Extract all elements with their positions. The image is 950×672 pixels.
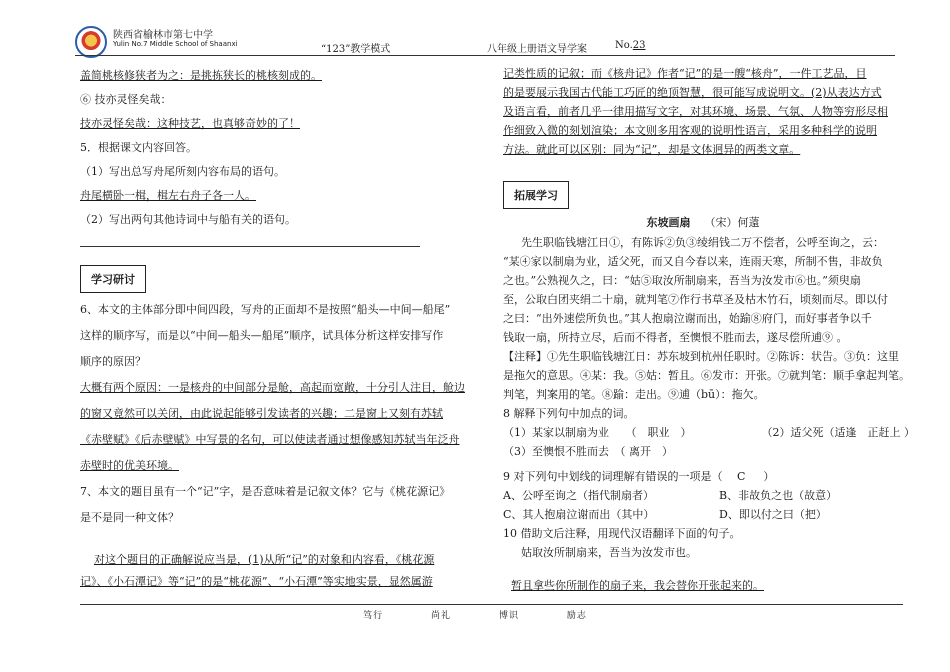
passage-title (503, 213, 903, 233)
answer-10: 暂且拿些你所制作的扇子来，我会替你开张起来的。 (511, 579, 764, 592)
passage-line-3: 之也。”公熟视久之，曰：“姑⑤取汝所制扇来，吾当为汝发市⑥也。”须臾扇 (503, 274, 861, 287)
question-8-3: （3）至懊恨不胜而去 （ 离开 ） (503, 445, 673, 458)
option-d: D、即以付之曰（把） (719, 508, 827, 521)
answer-7-a: 对这个题目的正确解说应当是，(1)从所“记”的对象和内容看，《桃花源 (94, 553, 435, 566)
question-9: 9 对下列句中划线的词理解有错误的一项是（ C ） (503, 470, 775, 483)
document-number (615, 40, 658, 51)
notes-line-2: 是拖欠的意思。④某：我。⑤姑：暂且。⑥发市：开张。⑦就判笔：顺手拿起判笔。 (503, 369, 910, 382)
answer-7-b: 记》、《小石潭记》等“记”的是“桃花源”、“小石潭”等实地实景，显然属游 (80, 575, 433, 588)
question-8-2: （2）适父死（适逢 正赶上 ） (761, 426, 915, 439)
question-10-sentence: 姑取汝所制扇来，吾当为汝发市也。 (521, 546, 697, 559)
question-7-a: 7、本文的题目虽有一个“记”字，是否意味着是记叙文体？它与《桃花源记》 (80, 485, 451, 498)
answer-7-e: 及语言看，前者几乎一律用描写文字，对其环境、场景、气氛、人物等穷形尽相 (503, 105, 888, 118)
header-divider (75, 55, 895, 56)
question-8-1: （1）某家以制扇为业 （ 职业 ） (503, 426, 692, 439)
answer-6-a: 大概有两个原因：一是核舟的中间部分是舱，高起而宽敞，十分引人注目，舱边 (80, 381, 465, 394)
passage-title-text: 东坡画扇 (646, 216, 691, 229)
question-9-row-2 (503, 505, 903, 524)
passage-line-5: 之曰：“出外速偿所负也。”其人抱扇泣谢而出，始踰⑧府门，而好事者争以千 (503, 312, 872, 325)
left-line-1: 盖简桃核修狭者为之：是挑拣狭长的桃核刻成的。 (80, 69, 322, 82)
grade-title: 八年级上册语文导学案 (487, 44, 587, 55)
answer-6-c: 《赤壁赋》《后赤壁赋》中写景的名句，可以使读者通过想像感知苏轼当年泛舟 (80, 433, 460, 446)
teaching-mode: “123”教学模式 (321, 44, 391, 55)
question-8: 8 解释下列句中加点的词。 (503, 407, 635, 420)
footer-divider (80, 604, 903, 605)
passage-line-4: 至，公取白团夹绢二十扇，就判笔⑦作行书草圣及枯木竹石，顷刻而尽。即以付 (503, 293, 888, 306)
passage-line-2: “某④家以制扇为业，适父死，而又自今春以来，连雨天寒，所制不售，非故负 (503, 255, 883, 268)
page-footer (0, 608, 950, 621)
answer-7-d: 的是要展示我国古代能工巧匠的绝顶智慧，很可能写成说明文。(2)从表达方式 (503, 86, 882, 99)
answer-5-1: 舟尾横卧一楫，楫左右舟子各一人。 (80, 189, 256, 202)
question-5-1: （1）写出总写舟尾所刻内容布局的语句。 (80, 165, 285, 178)
school-name-cn: 陕西省榆林市第七中学 (113, 30, 213, 41)
question-5: 5．根据课文内容回答。 (80, 141, 197, 154)
motto-2: 尚礼 (431, 611, 452, 621)
answer-7-g: 方法。就此可以区别：同为“记”，却是文体迥异的两类文章。 (503, 143, 801, 156)
answer-6-d: 赤壁时的优美环境。 (80, 459, 179, 472)
doc-no-value: 23 (632, 40, 646, 51)
school-logo-icon (75, 26, 107, 58)
notes-line-3: 判笔，判案用的笔。⑧踰：走出。⑨逋（bū）：拖欠。 (503, 388, 765, 401)
left-line-3: 技亦灵怪矣哉：这种技艺，也真够奇妙的了！ (80, 117, 300, 130)
section-extended-study: 拓展学习 (503, 181, 569, 209)
school-name-en: Yulin No.7 Middle School of Shaanxi (113, 40, 238, 48)
notes-line-1: 【注释】①先生职临钱塘江日：苏东坡到杭州任职时。②陈诉：状告。③负：这里 (503, 350, 899, 363)
option-c: C、其人抱扇泣谢而出（其中） (503, 508, 655, 521)
passage-line-6: 钱取一扇，所持立尽，后而不得者，至懊恨不胜而去，遂尽偿所逋⑨ 。 (503, 331, 848, 344)
question-6-a: 6、本文的主体部分即中间四段，写舟的正面却不是按照“船头—中间—船尾” (80, 303, 451, 316)
passage-author: （宋）何薳 (704, 216, 760, 229)
option-b: B、非故负之也（故意） (719, 489, 838, 502)
page-header (75, 22, 895, 56)
passage-line-1: 先生职临钱塘江日①，有陈诉②负③绫绢钱二万不偿者，公呼至询之，云： (521, 236, 884, 249)
section-study-discussion: 学习研讨 (80, 265, 146, 293)
left-line-2: ⑥ 技亦灵怪矣哉： (80, 93, 172, 106)
question-5-2: （2）写出两句其他诗词中与船有关的语句。 (80, 213, 296, 226)
option-a: A、公呼至询之（指代制扇者） (503, 489, 654, 502)
motto-4: 励志 (566, 611, 587, 621)
answer-7-f: 作细致入微的刻划渲染；本文则多用客观的说明性语言，采用多种科学的说明 (503, 124, 877, 137)
answer-7-c: 记类性质的记叙；而《核舟记》作者“记”的是一艘“核舟”，一件工艺品，目 (503, 67, 867, 80)
question-7-b: 是不是同一种文体？ (80, 511, 179, 524)
motto-1: 笃行 (363, 611, 384, 621)
answer-6-b: 的窗又竟然可以关闭，由此说起能够引发读者的兴趣；二是窗上又刻有苏轼 (80, 407, 443, 420)
question-9-row-1 (503, 486, 903, 505)
left-column (80, 64, 480, 593)
doc-no-label: No. (615, 40, 633, 51)
question-6-c: 顺序的原因？ (80, 355, 146, 368)
question-8-row (503, 423, 915, 442)
right-column (503, 64, 915, 595)
question-10: 10 借助文后注释，用现代汉语翻译下面的句子。 (503, 527, 741, 540)
motto-3: 博识 (498, 611, 519, 621)
question-6-b: 这样的顺序写，而是以“中间—船头—船尾”顺序，试具体分析这样安排写作 (80, 329, 444, 342)
